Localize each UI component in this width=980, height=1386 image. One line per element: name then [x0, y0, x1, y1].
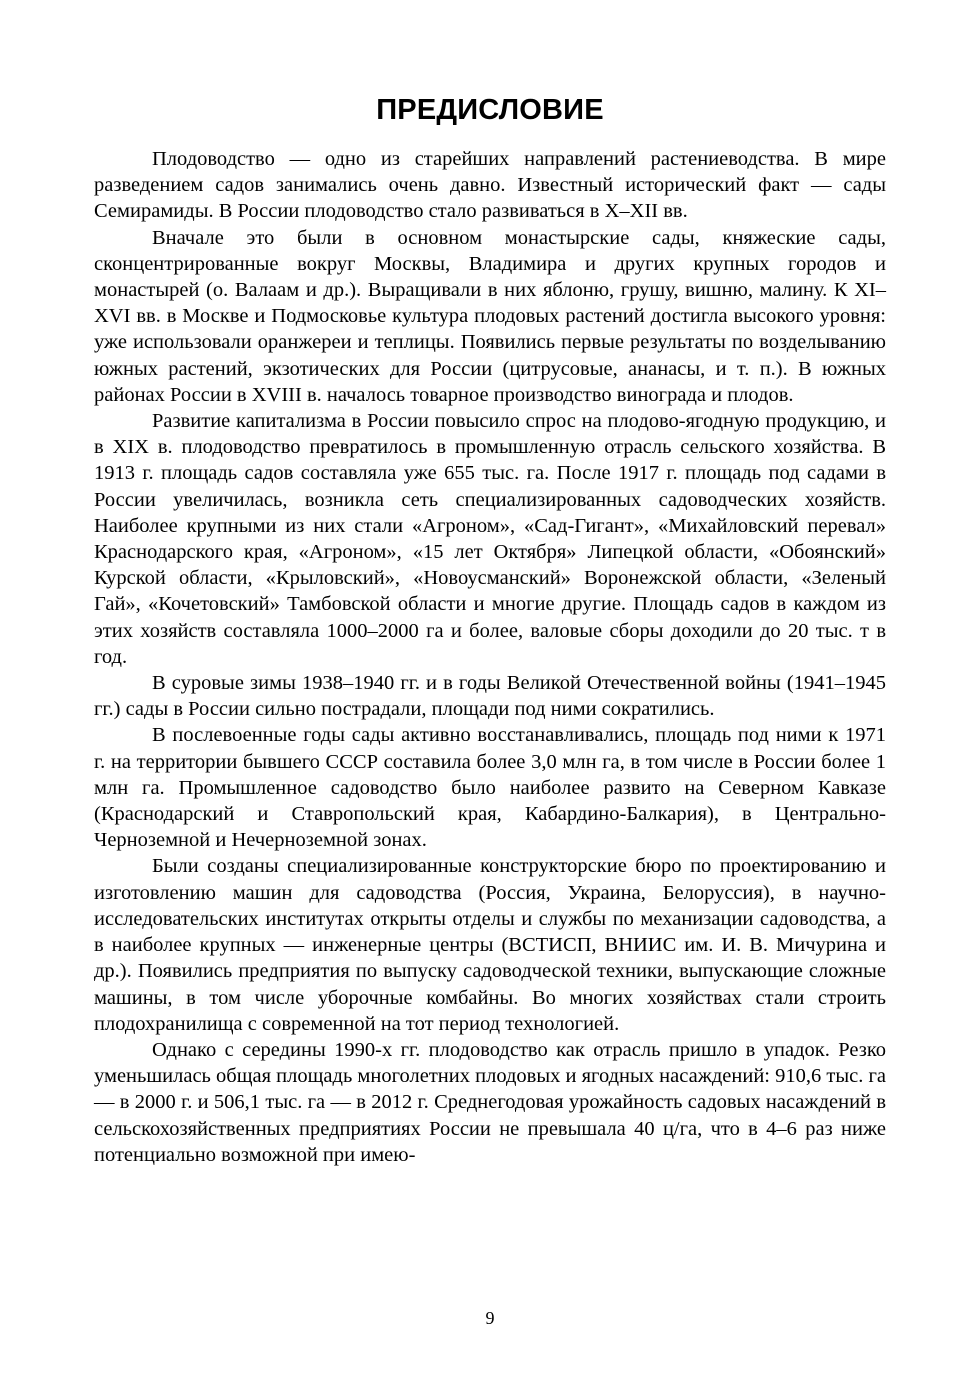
paragraph-4: В суровые зимы 1938–1940 гг. и в годы Великой Отечественной войны (1941–1945 гг.) сады в России сильно пострадали, площади под ними сократились. — [94, 672, 886, 721]
paragraph-3: Развитие капитализма в России повысило спрос на плодово-ягодную продукцию, и в XIX в. плодоводство превратилось в промышленную отрасль сельского хозяйства. В 1913 г. площадь садов составляла уже 655 тыс. га. После 1917 г. площадь под садами в России увеличилась, возникла сеть специализированных садоводческих хозяйств. Наиболее крупными из них стали «Агроном», «Сад-Гигант», «Михайловский перевал» Краснодарского края, «Агроном», «15 лет Октября» Липецкой области, «Обоянский» Курской области, «Крыловский», «Новоусманский» Воронежской области, «Зеленый Гай», «Кочетовский» Тамбовской области и многие другие. Площадь садов в каждом из этих хозяйств составляла 1000–2000 га и более, валовые сборы доходили до 20 тыс. т в год. — [94, 410, 886, 668]
paragraph-1: Плодоводство — одно из старейших направлений растениеводства. В мире разведением садов занимались очень давно. Известный исторический факт — сады Семирамиды. В России плодоводство стало развиваться в X–XII вв. — [94, 148, 886, 223]
page-title: ПРЕДИСЛОВИЕ — [376, 94, 604, 126]
body-text — [94, 146, 886, 1168]
paragraph-7: Однако с середины 1990-х гг. плодоводство как отрасль пришло в упадок. Резко уменьшилась общая площадь многолетних плодовых и ягодных насаждений: 910,6 тыс. га — в 2000 г. и 506,1 тыс. га — в 2012 г. Среднегодовая урожайность садовых насаждений в сельскохозяйственных предприятиях России не превышала 40 ц/га, что в 4–6 раз ниже потенциально возможной при имею- — [94, 1038, 886, 1166]
paragraph-6: Были созданы специализированные конструкторские бюро по проектированию и изготовлению машин для садоводства (Россия, Украина, Белоруссия), в научно-исследовательских институтах открыты отделы и службы по механизации садоводства, а в наиболее крупных — инженерные центры (ВСТИСП, ВНИИС им. И. В. Мичурина и др.). Появились предприятия по выпуску садоводческой техники, выпускающие сложные машины, в том числе уборочные комбайны. Во многих хозяйствах стали строить плодохранилища с современной на тот период технологией. — [94, 855, 886, 1035]
paragraph-5: В послевоенные годы сады активно восстанавливались, площадь под ними к 1971 г. на территории бывшего СССР составила более 3,0 млн га, в том числе в России более 1 млн га. Промышленное садоводство было наиболее развито на Северном Кавказе (Краснодарский и Ставропольский края, Кабардино-Балкария), в Центрально-Черноземной и Нечерноземной зонах. — [94, 724, 886, 852]
paragraph-2: Вначале это были в основном монастырские сады, княжеские сады, сконцентрированные вокруг Москвы, Владимира и других крупных городов и монастырей (о. Валаам и др.). Выращивали в них яблоню, грушу, вишню, малину. К XI–XVI вв. в Москве и Подмосковье культура плодовых растений достигла высокого уровня: уже использовали оранжереи и теплицы. Появились первые результаты по возделыванию южных растений, экзотических для России (цитрусовые, ананасы, и т. п.). В южных районах России в XVIII в. началось товарное производство винограда и плодов. — [94, 226, 886, 406]
page-number: 9 — [485, 1308, 495, 1328]
